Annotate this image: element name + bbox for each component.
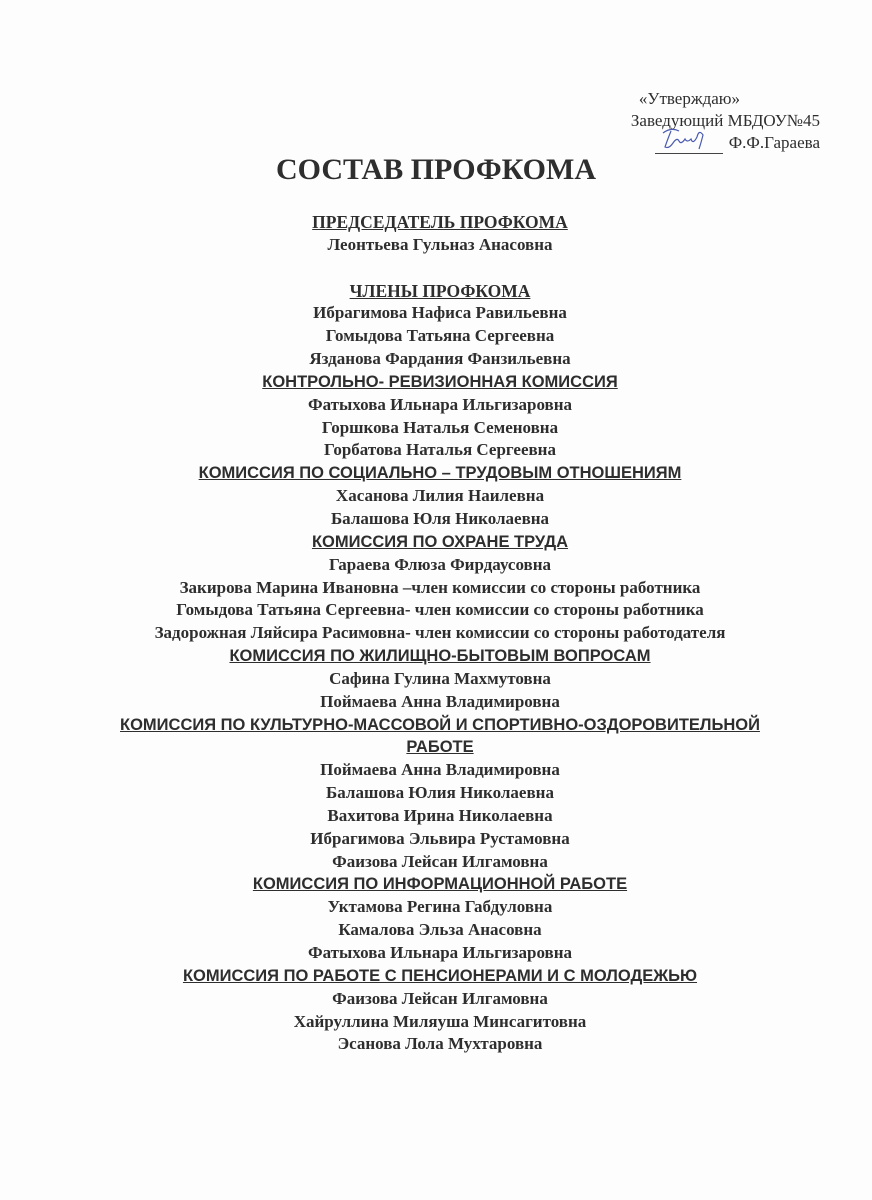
approval-heading: «Утверждаю»	[638, 89, 740, 108]
member-name: Сафина Гулина Махмутовна	[329, 668, 551, 688]
section-header: КОМИССИЯ ПО ИНФОРМАЦИОННОЙ РАБОТЕ	[252, 875, 628, 894]
member-name: Фаизова Лейсан Илгамовна	[332, 851, 548, 871]
approval-block	[560, 88, 820, 154]
approval-position: Заведующий МБДОУ№45	[630, 111, 820, 130]
member-name: Гараева Флюза Фирдаусовна	[328, 554, 552, 574]
section-header: КОМИССИЯ ПО СОЦИАЛЬНО – ТРУДОВЫМ ОТНОШЕНИЯМ	[198, 464, 682, 483]
page-title: СОСТАВ ПРОФКОМА	[276, 153, 596, 186]
document-body	[115, 211, 765, 1056]
member-name: Гомыдова Татьяна Сергеевна- член комиссии со стороны работника	[176, 600, 704, 620]
approval-signature-line	[560, 132, 820, 154]
member-name: Фаизова Лейсан Илгамовна	[332, 988, 548, 1008]
member-name: Хайруллина Миляуша Минсагитовна	[293, 1011, 587, 1031]
section-header: КОМИССИЯ ПО ЖИЛИЩНО-БЫТОВЫМ ВОПРОСАМ	[229, 647, 651, 666]
member-name: Закирова Марина Ивановна –член комиссии со стороны работника	[179, 577, 701, 597]
section-header: КОМИССИЯ ПО ОХРАНЕ ТРУДА	[311, 532, 569, 551]
member-name: Фатыхова Ильнара Ильгизаровна	[308, 394, 572, 414]
section-header: ПРЕДСЕДАТЕЛЬ ПРОФКОМА	[312, 212, 568, 232]
member-name: Леонтьева Гульназ Анасовна	[327, 234, 553, 254]
member-name: Поймаева Анна Владимировна	[320, 691, 560, 711]
member-name: Ибрагимова Нафиса Равильевна	[313, 303, 567, 323]
section-header: КОНТРОЛЬНО- РЕВИЗИОННАЯ КОМИССИЯ	[262, 372, 618, 391]
member-name: Балашова Юлия Николаевна	[326, 783, 554, 803]
member-name: Гомыдова Татьяна Сергеевна	[325, 326, 555, 346]
section-header: КОМИССИЯ ПО РАБОТЕ С ПЕНСИОНЕРАМИ И С МОЛОДЕЖЬЮ	[182, 966, 698, 985]
handwritten-signature-icon	[659, 125, 709, 151]
member-name: Горбатова Наталья Сергеевна	[324, 440, 556, 460]
member-name: Горшкова Наталья Семеновна	[321, 417, 559, 437]
section-header: КОМИССИЯ ПО КУЛЬТУРНО-МАССОВОЙ И СПОРТИВНО-ОЗДОРОВИТЕЛЬНОЙ РАБОТЕ	[120, 715, 760, 757]
member-name: Эсанова Лола Мухтаровна	[337, 1034, 543, 1054]
member-name: Поймаева Анна Владимировна	[320, 760, 560, 780]
member-name: Задорожная Ляйсира Расимовна- член комиссии со стороны работодателя	[154, 623, 726, 643]
member-name: Балашова Юля Николаевна	[330, 508, 550, 528]
member-name: Камалова Эльза Анасовна	[338, 920, 542, 940]
member-name: Ибрагимова Эльвира Рустамовна	[310, 828, 570, 848]
member-name: Язданова Фардания Фанзильевна	[309, 349, 571, 369]
member-name: Вахитова Ирина Николаевна	[327, 805, 553, 825]
member-name: Хасанова Лилия Наилевна	[335, 486, 545, 506]
member-name: Уктамова Регина Габдуловна	[327, 897, 553, 917]
approval-signer: Ф.Ф.Гараева	[728, 133, 820, 152]
member-name: Фатыхова Ильнара Ильгизаровна	[308, 943, 572, 962]
spacer	[115, 257, 765, 280]
section-header: ЧЛЕНЫ ПРОФКОМА	[349, 280, 531, 301]
